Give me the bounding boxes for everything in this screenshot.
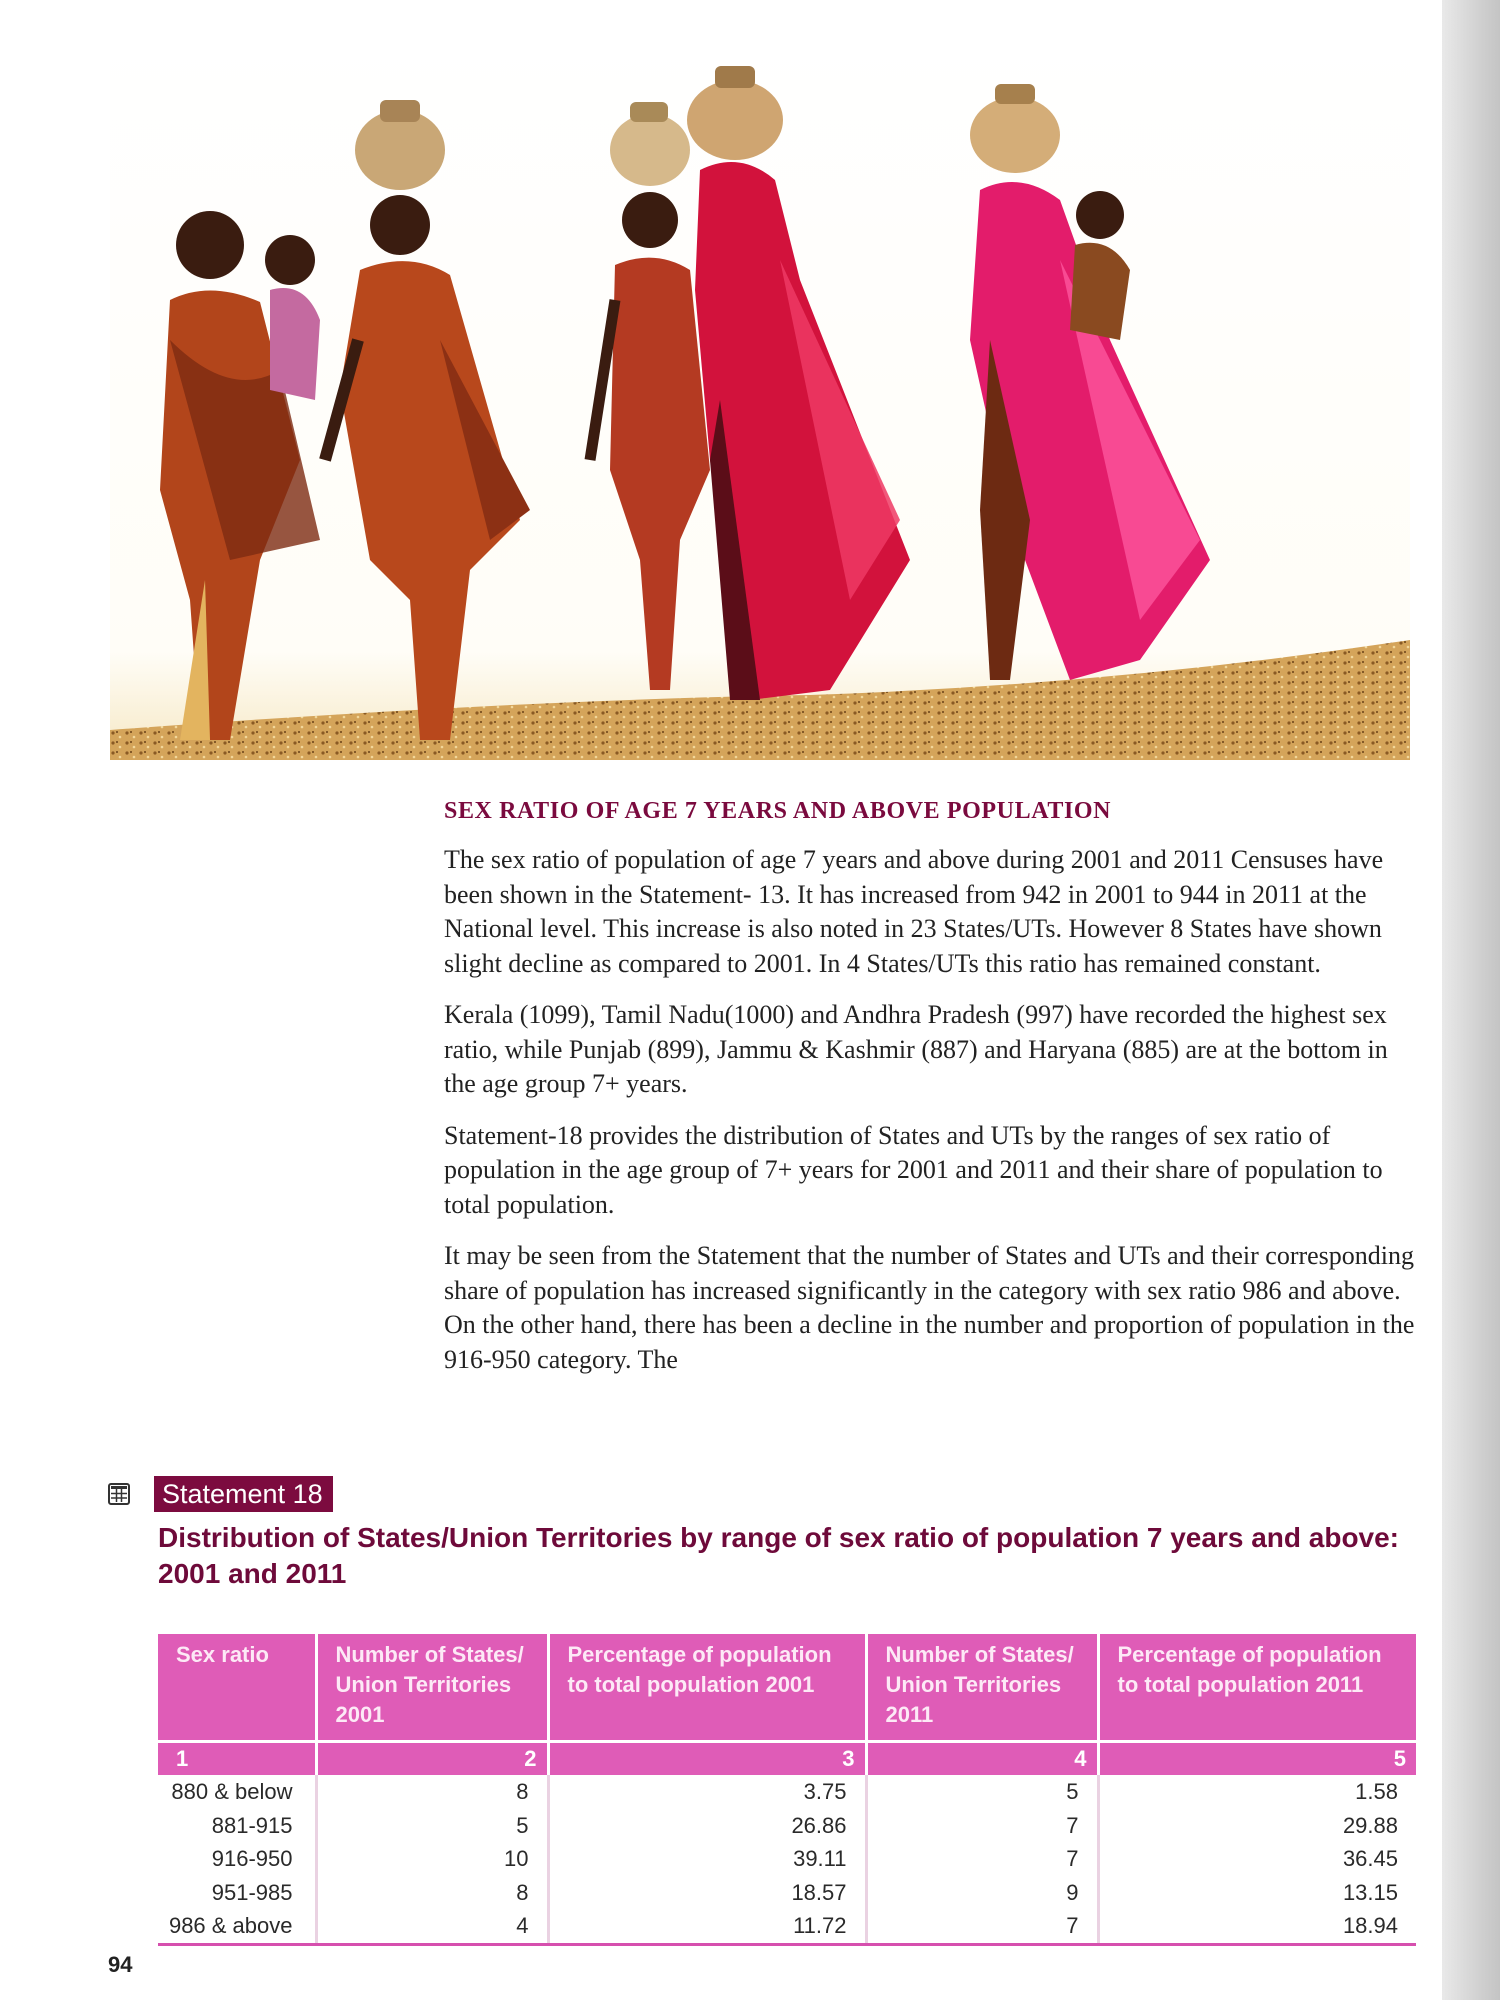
percentage-2001-cell: 26.86 [548,1809,866,1843]
column-number-row [158,1742,1416,1776]
sex-ratio-cell: 880 & below [158,1775,316,1809]
sex-ratio-table [158,1634,1416,1946]
states-2011-cell: 7 [866,1809,1098,1843]
table-icon [108,1483,130,1505]
table-header-row [158,1634,1416,1742]
page-number: 94 [108,1952,133,1977]
sex-ratio-cell: 986 & above [158,1909,316,1944]
percentage-2011-cell: 36.45 [1342,1846,1398,1871]
states-2011-cell: 9 [866,1876,1098,1910]
women-carrying-water-pots-illustration [110,40,1410,760]
column-number: 5 [1098,1742,1416,1776]
cover-photo [110,40,1410,760]
column-number: 3 [548,1742,866,1776]
states-2011-cell: 5 [866,1775,1098,1809]
sex-ratio-cell: 951-985 [158,1876,316,1910]
states-2001-cell: 10 [316,1842,548,1876]
percentage-2011-cell: 13.15 [1342,1879,1398,1905]
paragraph-3: Statement-18 provides the distribution of States and UTs by the ranges of sex ratio of population in the age group of 7+ years for 2001 and 2011 and their share of population to total population. [444,1120,1383,1219]
statement-number-tag: Statement 18 [154,1476,333,1512]
column-number: 4 [866,1742,1098,1776]
sex-ratio-cell: 916-950 [158,1842,316,1876]
table-row [158,1876,1416,1910]
header-states-2011: Number of States/ Union Territories 2011 [866,1634,1098,1742]
states-2011-cell: 7 [866,1842,1098,1876]
paragraph-2: Kerala (1099), Tamil Nadu(1000) and Andhra Pradesh (997) have recorded the highest sex ratio, while Punjab (899), Jammu & Kashmir (887) and Haryana (885) are at the bottom in the age group 7+ years. [444,1000,1388,1098]
percentage-2011-cell: 29.88 [1342,1812,1398,1838]
column-number: 2 [316,1742,548,1776]
statement-label-row [108,1476,333,1512]
table-row [158,1809,1416,1843]
header-percentage-2001: Percentage of population to total population 2001 [548,1634,866,1742]
table-row [158,1909,1416,1944]
data-table [158,1634,1416,1946]
header-percentage-2011: Percentage of population to total population 2011 [1098,1634,1416,1742]
article-body [444,798,1424,1394]
states-2001-cell: 8 [316,1775,548,1809]
header-sex-ratio: Sex ratio [158,1634,316,1742]
paragraph-4: It may be seen from the Statement that the number of States and UTs and their corresponding share of population has increased significantly in the category with sex ratio 986 and above. On the other hand, there has been a decline in the number and proportion of population in the 916-950 category. The [444,1241,1415,1374]
percentage-2011-cell: 18.94 [1098,1909,1416,1944]
percentage-2001-cell: 11.72 [548,1909,866,1944]
sex-ratio-cell: 881-915 [158,1809,316,1843]
percentage-2001-cell: 39.11 [548,1842,866,1876]
header-states-2001: Number of States/ Union Territories 2001 [316,1634,548,1742]
page-edge-shadow [1442,0,1500,2000]
section-heading: SEX RATIO OF AGE 7 YEARS AND ABOVE POPULATION [444,798,1112,824]
statement-title: Distribution of States/Union Territories by range of sex ratio of population 7 years and above: 2001 and 2011 [158,1522,1400,1589]
states-2001-cell: 8 [316,1876,548,1910]
column-number: 1 [158,1742,316,1776]
percentage-2011-cell: 1.58 [1355,1779,1398,1804]
states-2001-cell: 4 [316,1909,548,1944]
table-row [158,1775,1416,1809]
table-row [158,1842,1416,1876]
percentage-2001-cell: 18.57 [548,1876,866,1910]
percentage-2001-cell: 3.75 [548,1775,866,1809]
states-2011-cell: 7 [866,1909,1098,1944]
paragraph-1: The sex ratio of population of age 7 years and above during 2001 and 2011 Censuses have been shown in the Statement- 13. It has increased from 942 in 2001 to 944 in 2011 at the National level. This increase is also noted in 23 States/UTs. However 8 States have shown slight decline as compared to 2001. In 4 States/UTs this ratio has remained constant. [444,845,1384,978]
states-2001-cell: 5 [316,1809,548,1843]
